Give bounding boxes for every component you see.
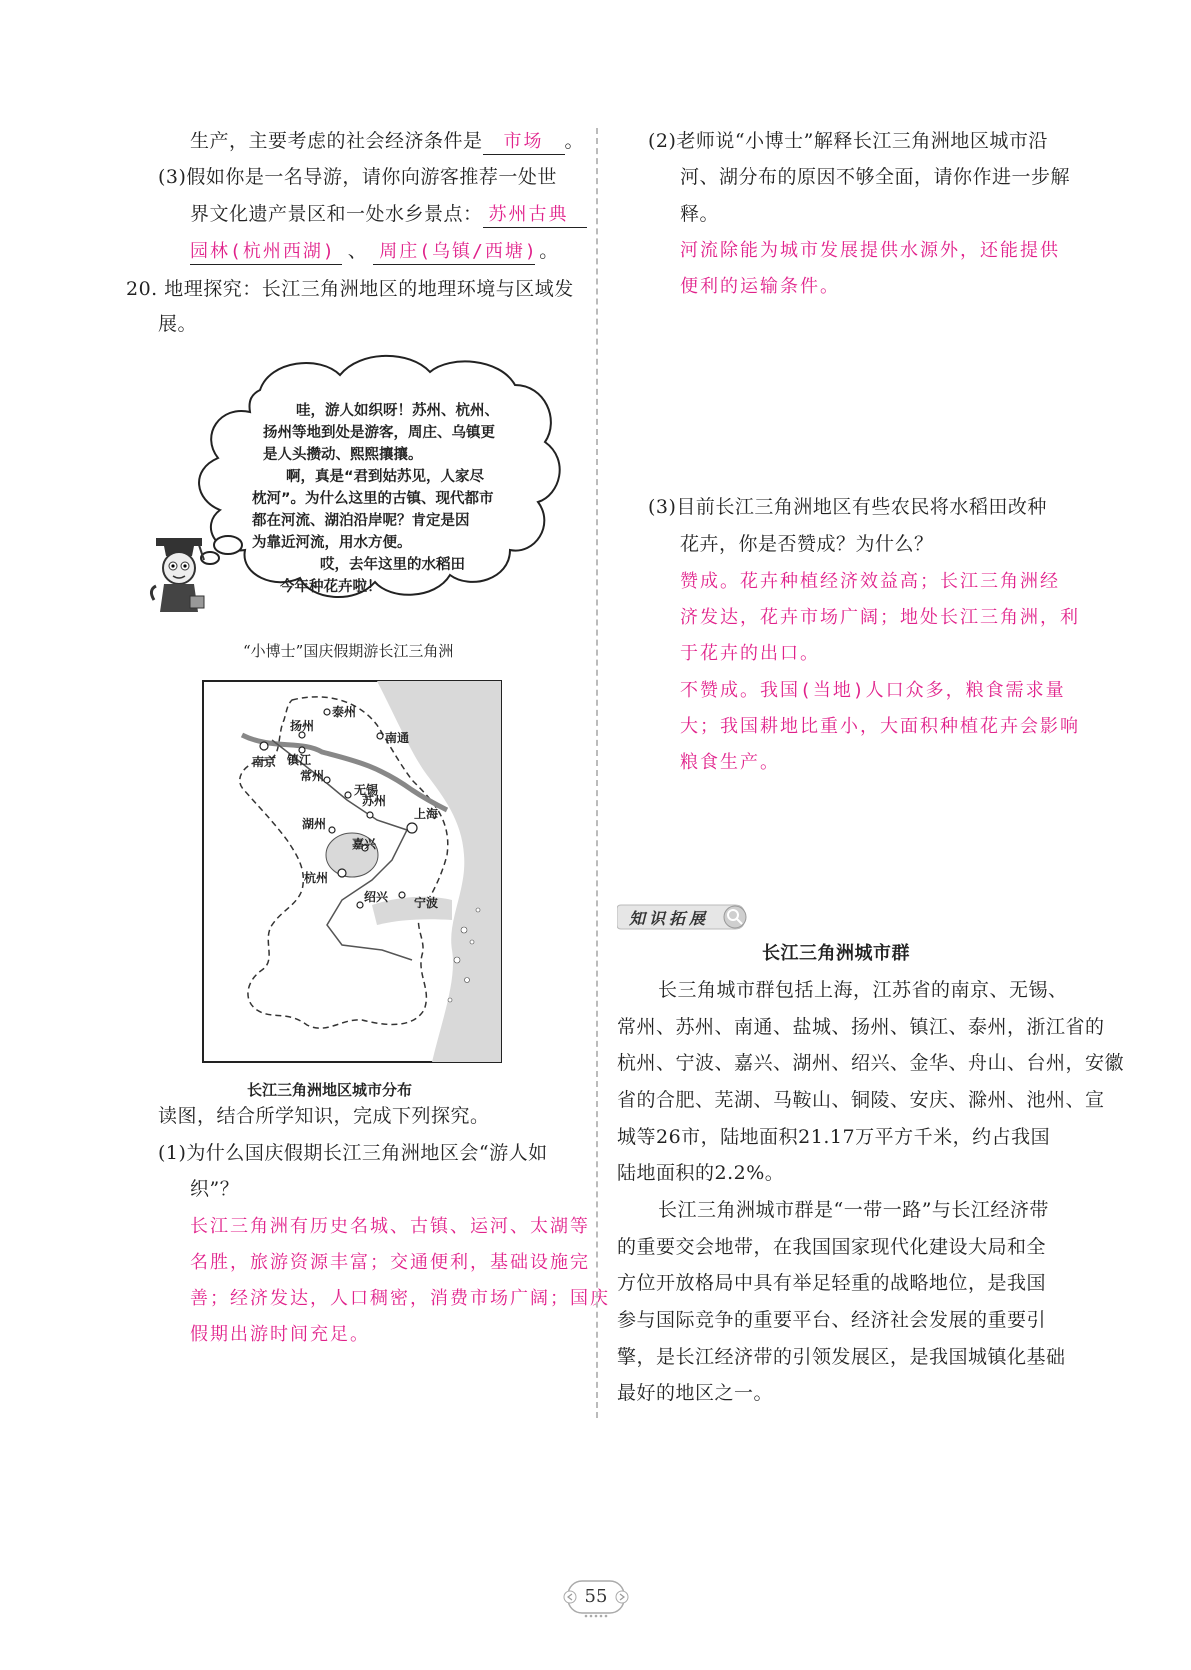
ext-line-6: 陆地面积的2.2%。 bbox=[617, 1162, 785, 1184]
q3-answer-heritage-part1: 苏州古典 bbox=[488, 204, 569, 225]
ext-line-7: 长江三角洲城市群是“一带一路”与长江经济带 bbox=[658, 1199, 1049, 1221]
map-label-nantong: 南通 bbox=[385, 731, 410, 745]
q3-separator: 、 bbox=[347, 240, 368, 262]
ext-line-1: 长三角城市群包括上海，江苏省的南京、无锡、 bbox=[658, 979, 1068, 1001]
ext-line-8: 的重要交会地带，在我国国家现代化建设大局和全 bbox=[617, 1236, 1047, 1258]
bubble-line-2: 扬州等地到处是游客，周庄、乌镇更 bbox=[263, 425, 495, 441]
map-label-ningbo: 宁波 bbox=[414, 896, 439, 910]
read-instruction: 读图，结合所学知识，完成下列探究。 bbox=[158, 1105, 490, 1127]
ext-line-5: 城等26市，陆地面积21.17万平方千米，约占我国 bbox=[617, 1126, 1051, 1148]
q2-line1: (2)老师说“小博士”解释长江三角洲地区城市沿 bbox=[648, 130, 1048, 152]
q19-suffix: 。 bbox=[564, 130, 585, 152]
q19-production-line bbox=[190, 128, 584, 155]
city-dot-huzhou bbox=[329, 827, 335, 833]
city-dot-shaoxing bbox=[357, 902, 363, 908]
ext-line-3: 杭州、宁波、嘉兴、湖州、绍兴、金华、舟山、台州，安徽 bbox=[617, 1052, 1125, 1074]
map-label-hangzhou: 杭州 bbox=[304, 871, 329, 885]
cartoon-caption: “小博士”国庆假期游长江三角洲 bbox=[243, 642, 454, 660]
bubble-line-3: 是人头攒动、熙熙攘攘。 bbox=[263, 447, 423, 463]
bubble-line-4: 啊，真是“君到姑苏见，人家尽 bbox=[286, 469, 485, 485]
q2-line3: 释。 bbox=[680, 203, 720, 225]
map-label-suzhou: 苏州 bbox=[362, 794, 387, 808]
ext-line-12: 最好的地区之一。 bbox=[617, 1382, 774, 1404]
q1-line1: (1)为什么国庆假期长江三角洲地区会“游人如 bbox=[158, 1142, 548, 1164]
ext-line-11: 擎，是长江经济带的引领发展区，是我国城镇化基础 bbox=[617, 1346, 1066, 1368]
q19-prefix: 生产，主要考虑的社会经济条件是 bbox=[190, 130, 483, 152]
column-divider bbox=[596, 128, 598, 1418]
q3-answer-line4: 不赞成。我国(当地)人口众多，粮食需求量 bbox=[680, 680, 1066, 701]
q2-answer-line2: 便利的运输条件。 bbox=[680, 276, 840, 297]
knowledge-extension-badge bbox=[617, 903, 753, 931]
q3-flower-line2: 花卉，你是否赞成？为什么？ bbox=[680, 533, 934, 555]
city-dot-changzhou bbox=[324, 777, 330, 783]
q3-answer-heritage-part2: 园林(杭州西湖) bbox=[190, 241, 336, 262]
q3-answer-line6: 粮食生产。 bbox=[680, 752, 780, 773]
page-number-badge bbox=[558, 1578, 634, 1618]
map-label-shanghai: 上海 bbox=[414, 807, 439, 821]
yangtze-delta-map bbox=[202, 680, 502, 1063]
ext-line-10: 参与国际竞争的重要平台、经济社会发展的重要引 bbox=[617, 1309, 1047, 1331]
bubble-line-8: 哎，去年这里的水稻田 bbox=[320, 557, 465, 573]
q1-answer-line1: 长江三角洲有历史名城、古镇、运河、太湖等 bbox=[190, 1216, 590, 1237]
map-label-nanjing: 南京 bbox=[252, 755, 277, 769]
badge-label: 知识拓展 bbox=[629, 909, 710, 928]
q3-answer-water-town: 周庄(乌镇/西塘) bbox=[379, 241, 538, 262]
q2-line2: 河、湖分布的原因不够全面，请你作进一步解 bbox=[680, 166, 1071, 188]
q3-tour-line2 bbox=[190, 201, 587, 228]
bubble-line-1: 哇，游人如织呀！苏州、杭州、 bbox=[296, 403, 499, 419]
q3-answer-line2: 济发达，花卉市场广阔；地处长江三角洲，利 bbox=[680, 607, 1080, 628]
bubble-line-5: 枕河”。为什么这里的古镇、现代都市 bbox=[252, 491, 494, 507]
city-dot-hangzhou bbox=[338, 869, 346, 877]
q3-tour-prefix: 界文化遗产景区和一处水乡景点： bbox=[190, 203, 483, 225]
city-dot-wuxi bbox=[345, 792, 351, 798]
map-label-zhenjiang: 镇江 bbox=[287, 753, 312, 767]
city-dot-shanghai bbox=[407, 823, 417, 833]
bubble-line-7: 为靠近河流，用水方便。 bbox=[252, 535, 412, 551]
ext-line-2: 常州、苏州、南通、盐城、扬州、镇江、泰州，浙江省的 bbox=[617, 1016, 1105, 1038]
q1-line2: 织”？ bbox=[190, 1178, 240, 1200]
q3-answer-line1: 赞成。花卉种植经济效益高；长江三角洲经 bbox=[680, 571, 1060, 592]
map-label-shaoxing: 绍兴 bbox=[364, 890, 389, 904]
map-label-huzhou: 湖州 bbox=[302, 817, 327, 831]
q3-flower-line1: (3)目前长江三角洲地区有些农民将水稻田改种 bbox=[648, 496, 1047, 518]
ext-line-9: 方位开放格局中具有举足轻重的战略地位，是我国 bbox=[617, 1272, 1047, 1294]
bubble-line-9: 今年种花卉啦！ bbox=[280, 579, 382, 595]
magnifier-icon bbox=[724, 906, 746, 928]
extension-title: 长江三角洲城市群 bbox=[762, 943, 910, 964]
q1-answer-line2: 名胜，旅游资源丰富；交通便利，基础设施完 bbox=[190, 1252, 590, 1273]
q20-title-line1: 20. 地理探究：长江三角洲地区的地理环境与区域发 bbox=[126, 278, 574, 300]
city-dot-nantong bbox=[377, 733, 383, 739]
q3-tour-line3 bbox=[190, 238, 559, 265]
q20-title-line2: 展。 bbox=[158, 313, 198, 335]
city-dot-taizhou bbox=[324, 709, 330, 715]
city-dot-nanjing bbox=[260, 742, 268, 750]
map-label-jiaxing: 嘉兴 bbox=[352, 837, 377, 851]
q2-answer-line1: 河流除能为城市发展提供水源外，还能提供 bbox=[680, 240, 1060, 261]
q19-answer-market: 市场 bbox=[503, 131, 544, 152]
q1-answer-line3: 善；经济发达，人口稠密，消费市场广阔；国庆 bbox=[190, 1288, 610, 1309]
city-dot-ningbo bbox=[399, 892, 405, 898]
q3-answer-line3: 于花卉的出口。 bbox=[680, 643, 820, 664]
page-number: 55 bbox=[584, 1586, 608, 1607]
little-doctor-character-icon bbox=[146, 530, 226, 620]
q3-tour-line1: (3)假如你是一名导游，请你向游客推荐一处世 bbox=[158, 166, 557, 188]
map-label-yangzhou: 扬州 bbox=[290, 719, 315, 733]
bubble-line-6: 都在河流、湖泊沿岸呢？肯定是因 bbox=[252, 513, 470, 529]
city-dot-suzhou bbox=[367, 812, 373, 818]
map-label-taizhou: 泰州 bbox=[332, 705, 357, 719]
q3-answer-line5: 大；我国耕地比重小，大面积种植花卉会影响 bbox=[680, 716, 1080, 737]
q3-end: 。 bbox=[539, 240, 559, 262]
map-caption: 长江三角洲地区城市分布 bbox=[247, 1081, 413, 1099]
q1-answer-line4: 假期出游时间充足。 bbox=[190, 1324, 370, 1345]
ext-line-4: 省的合肥、芜湖、马鞍山、铜陵、安庆、滁州、池州、宣 bbox=[617, 1089, 1105, 1111]
map-label-wuxi: 无锡 bbox=[354, 783, 379, 797]
map-label-changzhou: 常州 bbox=[300, 769, 325, 783]
